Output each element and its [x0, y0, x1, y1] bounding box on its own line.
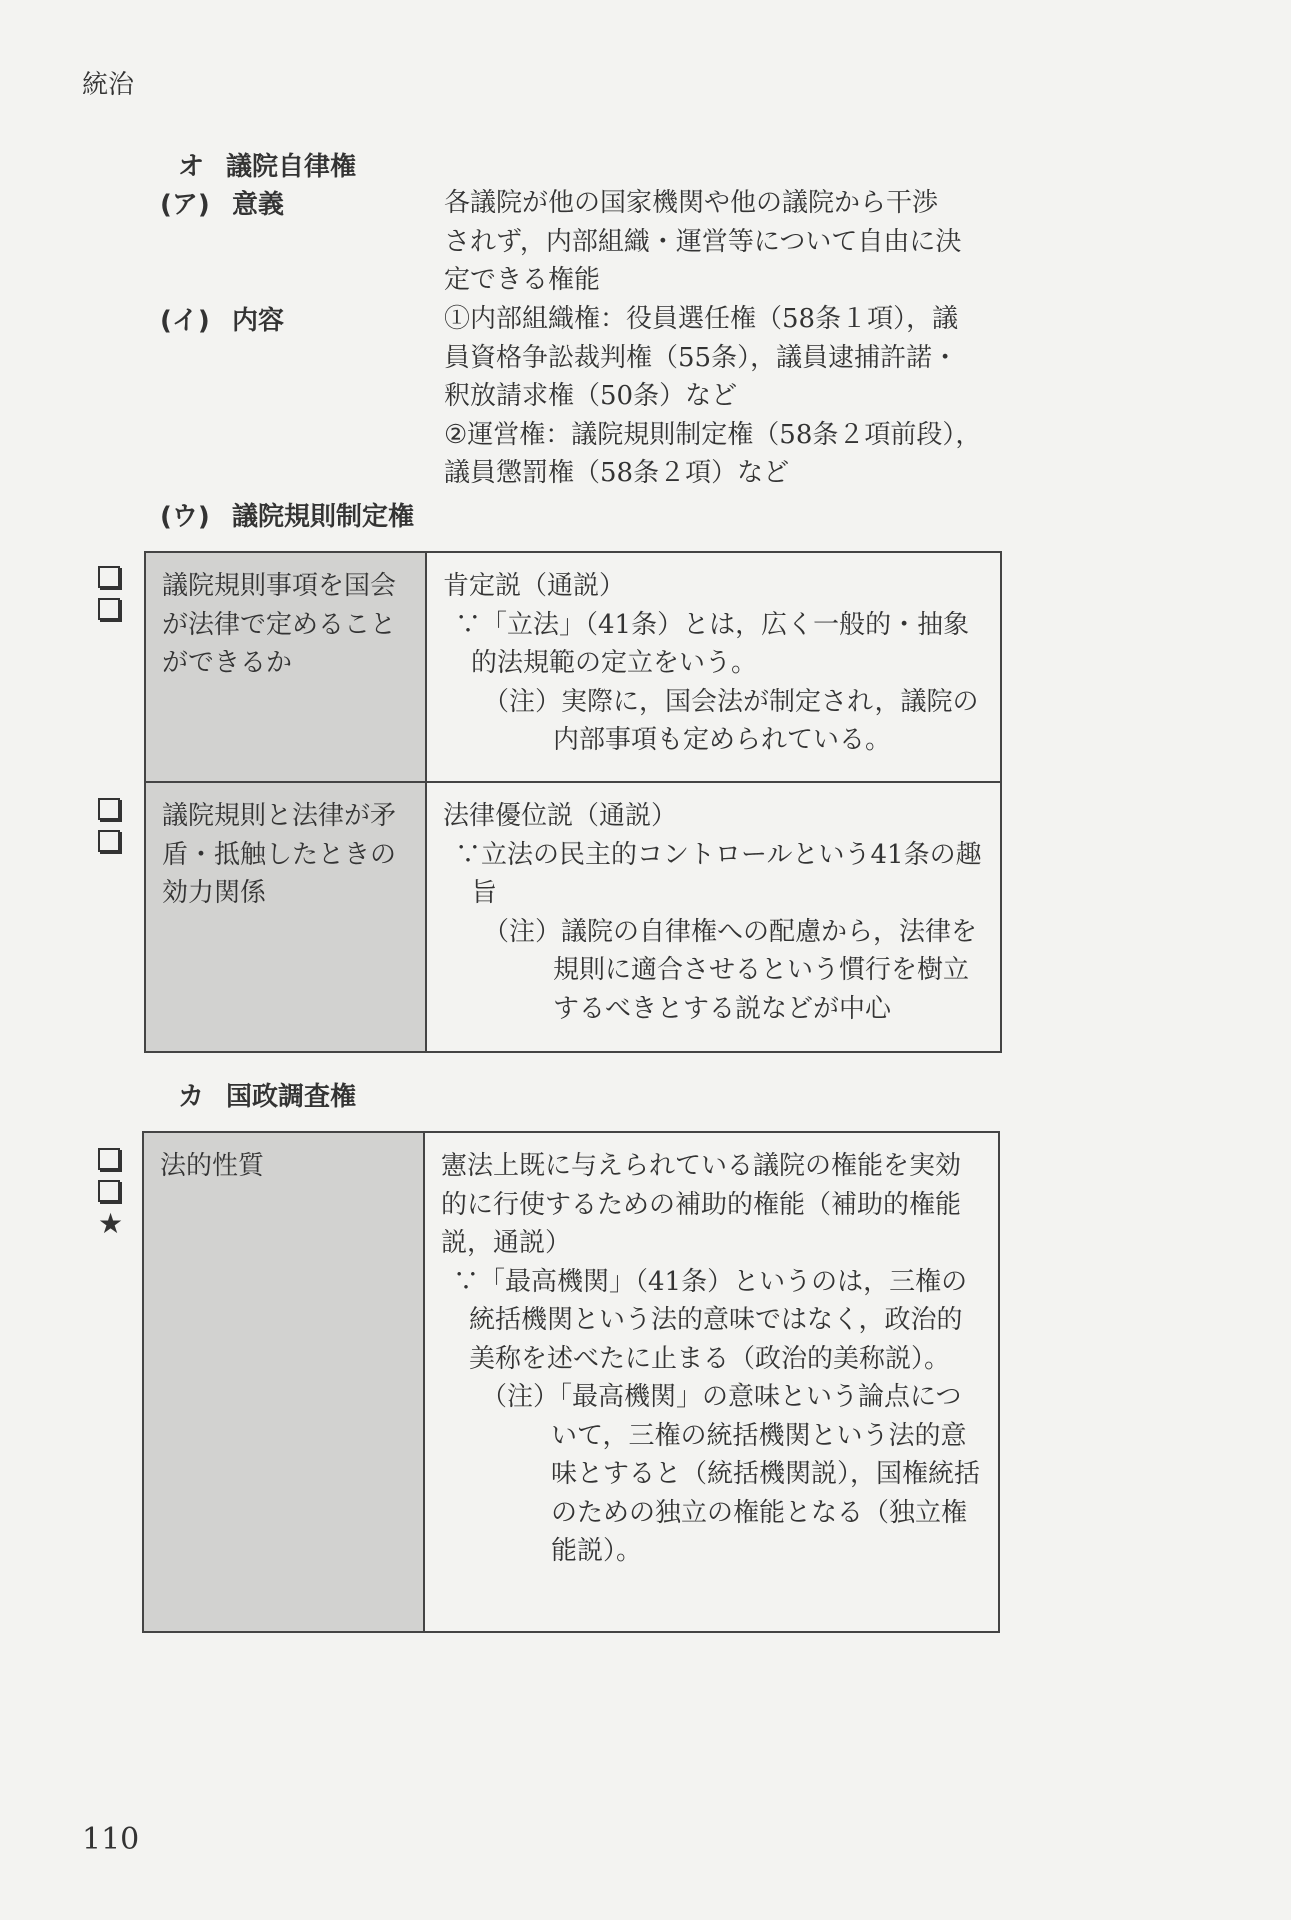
section-heading-o [178, 146, 356, 183]
table-row [143, 1132, 999, 1632]
answer-reason: ∵「立法」（41条）とは，広く一般的・抽象的法規範の定立をいう。 [455, 609, 970, 678]
item-number: (ウ) [160, 502, 210, 532]
checkbox-icon[interactable] [98, 566, 120, 588]
checkbox-icon[interactable] [98, 598, 120, 620]
answer-position: 法律優位説（通説） [443, 801, 678, 831]
checkbox-icon[interactable] [98, 830, 120, 852]
answer-reason: ∵「最高機関」（41条）というのは，三権の統括機関という法的意味ではなく，政治的美称を述べたに止まる（政治的美称説）。 [453, 1266, 968, 1374]
page-number: 110 [82, 1822, 140, 1857]
checkbox-icon[interactable] [98, 1180, 120, 1202]
section-title: 国政調査権 [226, 1082, 357, 1112]
star-icon: ★ [98, 1207, 124, 1240]
section-marker: カ [178, 1082, 205, 1112]
table-row [145, 552, 1001, 782]
running-header: 統治 [82, 70, 135, 100]
issue-table-rules [144, 551, 1002, 1053]
answer-reason: ∵立法の民主的コントロールという41条の趣旨 [455, 839, 982, 908]
issue-question: 法的性質 [143, 1132, 424, 1632]
issue-question: 議院規則事項を国会が法律で定めることができるか [145, 552, 426, 782]
item-label: 意義 [232, 190, 285, 220]
checkbox-icon[interactable] [98, 798, 120, 820]
issue-table-investigation [142, 1131, 1000, 1633]
answer-note: （注）議院の自律権への配慮から，法律を規則に適合させるという慣行を樹立するべきとする説などが中心 [483, 916, 978, 1024]
item-number: (ア) [160, 190, 210, 220]
answer-note: （注）実際に，国会法が制定され，議院の内部事項も定められている。 [483, 686, 979, 755]
table-row [145, 782, 1001, 1052]
item-label: 議院規則制定権 [232, 502, 415, 532]
item-text: 各議院が他の国家機関や他の議院から干渉 されず，内部組織・運営等について自由に決 定できる権能 [444, 188, 962, 295]
answer-note: （注）「最高機関」の意味という論点について，三権の統括機関という法的意味とすると（統括機関説），国権統括のための独立の権能となる（独立権能説）。 [481, 1382, 981, 1566]
item-label: 内容 [232, 306, 285, 336]
review-checkboxes-3 [98, 1148, 132, 1238]
section-heading-ka [178, 1076, 356, 1113]
answer-position: 憲法上既に与えられている議院の権能を実効的に行使するための補助的権能（補助的権能説，通説） [441, 1151, 962, 1258]
checkbox-icon[interactable] [98, 1148, 120, 1170]
review-checkboxes-2 [98, 798, 132, 862]
issue-question: 議院規則と法律が矛盾・抵触したときの効力関係 [145, 782, 426, 1052]
review-checkboxes-1 [98, 566, 132, 630]
item-text: ①内部組織権：役員選任権（58条１項），議 員資格争訟裁判権（55条），議員逮捕許諾・ 釈放請求権（50条）など ②運営権：議院規則制定権（58条２項前段）， 議員懲罰権（58条２項）など [444, 304, 982, 488]
section-title: 議院自律権 [226, 152, 357, 182]
answer-position: 肯定説（通説） [443, 571, 626, 601]
item-number: (イ) [160, 306, 210, 336]
issue-answer [424, 1132, 999, 1632]
issue-answer [426, 782, 1001, 1052]
issue-answer [426, 552, 1001, 782]
section-marker: オ [178, 152, 205, 182]
